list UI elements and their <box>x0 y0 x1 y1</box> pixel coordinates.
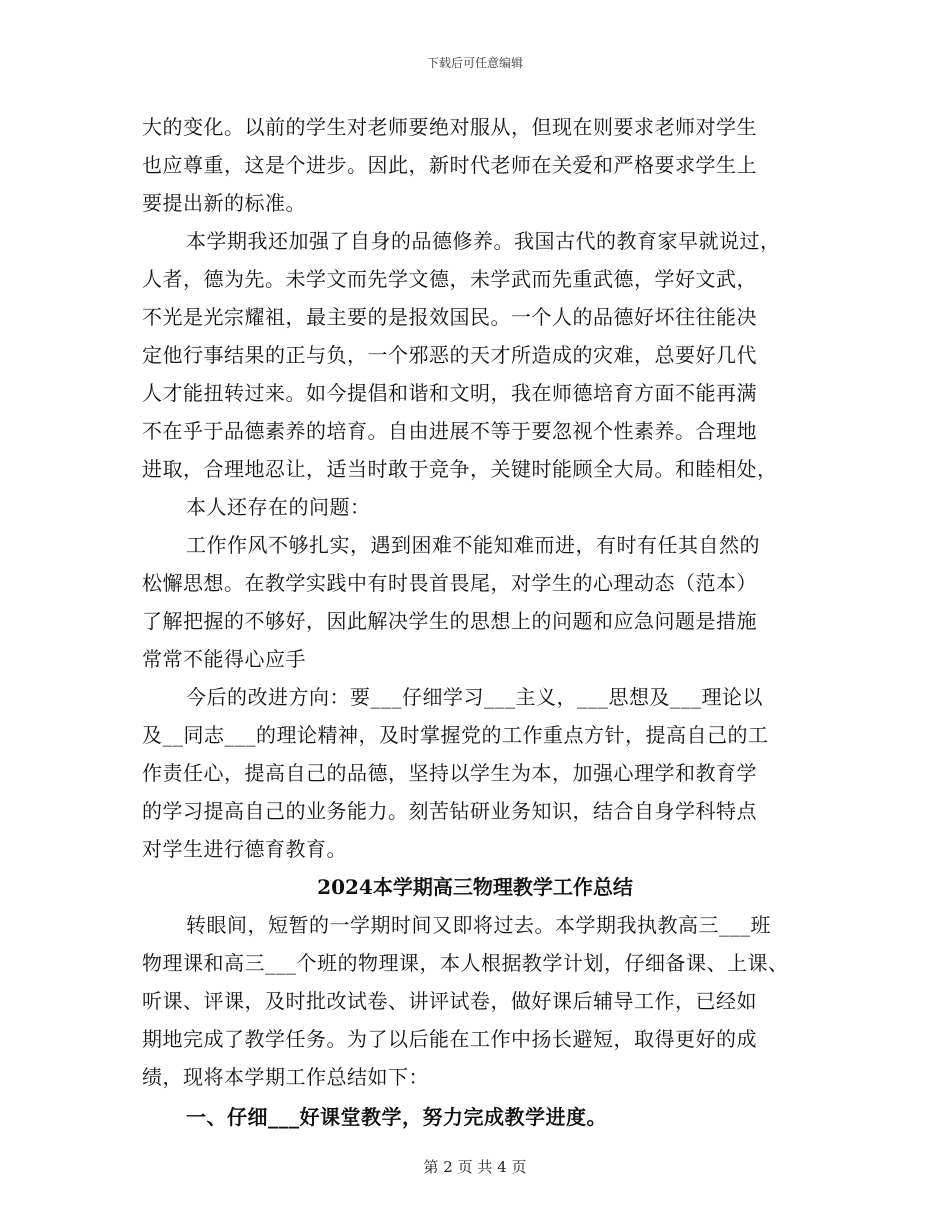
section-title: 2024本学期高三物理教学工作总结 <box>317 875 633 899</box>
body-line: 大的变化。以前的学生对老师要绝对服从，但现在则要求老师对学生 <box>142 115 757 139</box>
body-line: 听课、评课，及时批改试卷、讲评试卷，做好课后辅导工作，已经如 <box>142 989 757 1013</box>
body-line: 物理课和高三___个班的物理课，本人根据教学计划，仔细备课、上课、 <box>142 951 789 975</box>
body-line: 进取，合理地忍让，适当时敢于竞争，关键时能顾全大局。和睦相处， <box>142 457 778 481</box>
body-line: 作责任心，提高自己的品德，坚持以学生为本，加强心理学和教育学 <box>142 761 757 785</box>
body-line: 及__同志___的理论精神，及时掌握党的工作重点方针，提高自己的工 <box>142 723 769 747</box>
body-line: 不光是光宗耀祖，最主要的是报效国民。一个人的品德好坏往往能决 <box>142 305 757 329</box>
page-header: 下载后可任意编辑 <box>426 56 523 70</box>
body-line: 今后的改进方向：要___仔细学习___主义，___思想及___理论以 <box>186 685 763 709</box>
page-footer: 第 2 页 共 4 页 <box>423 1158 527 1176</box>
body-line: 本学期我还加强了自身的品德修养。我国古代的教育家早就说过， <box>186 229 781 253</box>
body-line: 定他行事结果的正与负，一个邪恶的天才所造成的灾难，总要好几代 <box>142 343 757 367</box>
body-line: 转眼间，短暂的一学期时间又即将过去。本学期我执教高三___班 <box>186 913 771 937</box>
body-line: 工作作风不够扎实，遇到困难不能知难而进，有时有任其自然的 <box>186 533 760 557</box>
body-line: 常常不能得心应手 <box>142 647 306 671</box>
body-line: 也应尊重，这是个进步。因此，新时代老师在关爱和严格要求学生上 <box>142 153 757 177</box>
body-line: 本人还存在的问题： <box>186 495 371 519</box>
body-line: 人者，德为先。未学文而先学文德，未学武而先重武德，学好文武， <box>142 267 757 291</box>
subheading: 一、仔细___好课堂教学，努力完成教学进度。 <box>186 1105 607 1129</box>
body-line: 要提出新的标准。 <box>142 191 306 215</box>
body-line: 人才能扭转过来。如今提倡和谐和文明，我在师德培育方面不能再满 <box>142 381 757 405</box>
body-line: 对学生进行德育教育。 <box>142 837 347 861</box>
body-line: 了解把握的不够好，因此解决学生的思想上的问题和应急问题是措施 <box>142 609 757 633</box>
body-line: 的学习提高自己的业务能力。刻苦钻研业务知识，结合自身学科特点 <box>142 799 757 823</box>
body-line: 期地完成了教学任务。为了以后能在工作中扬长避短，取得更好的成 <box>142 1027 757 1051</box>
body-line: 绩，现将本学期工作总结如下： <box>142 1065 429 1089</box>
body-line: 松懈思想。在教学实践中有时畏首畏尾，对学生的心理动态（范本） <box>142 571 757 595</box>
body-line: 不在乎于品德素养的培育。自由进展不等于要忽视个性素养。合理地 <box>142 419 757 443</box>
